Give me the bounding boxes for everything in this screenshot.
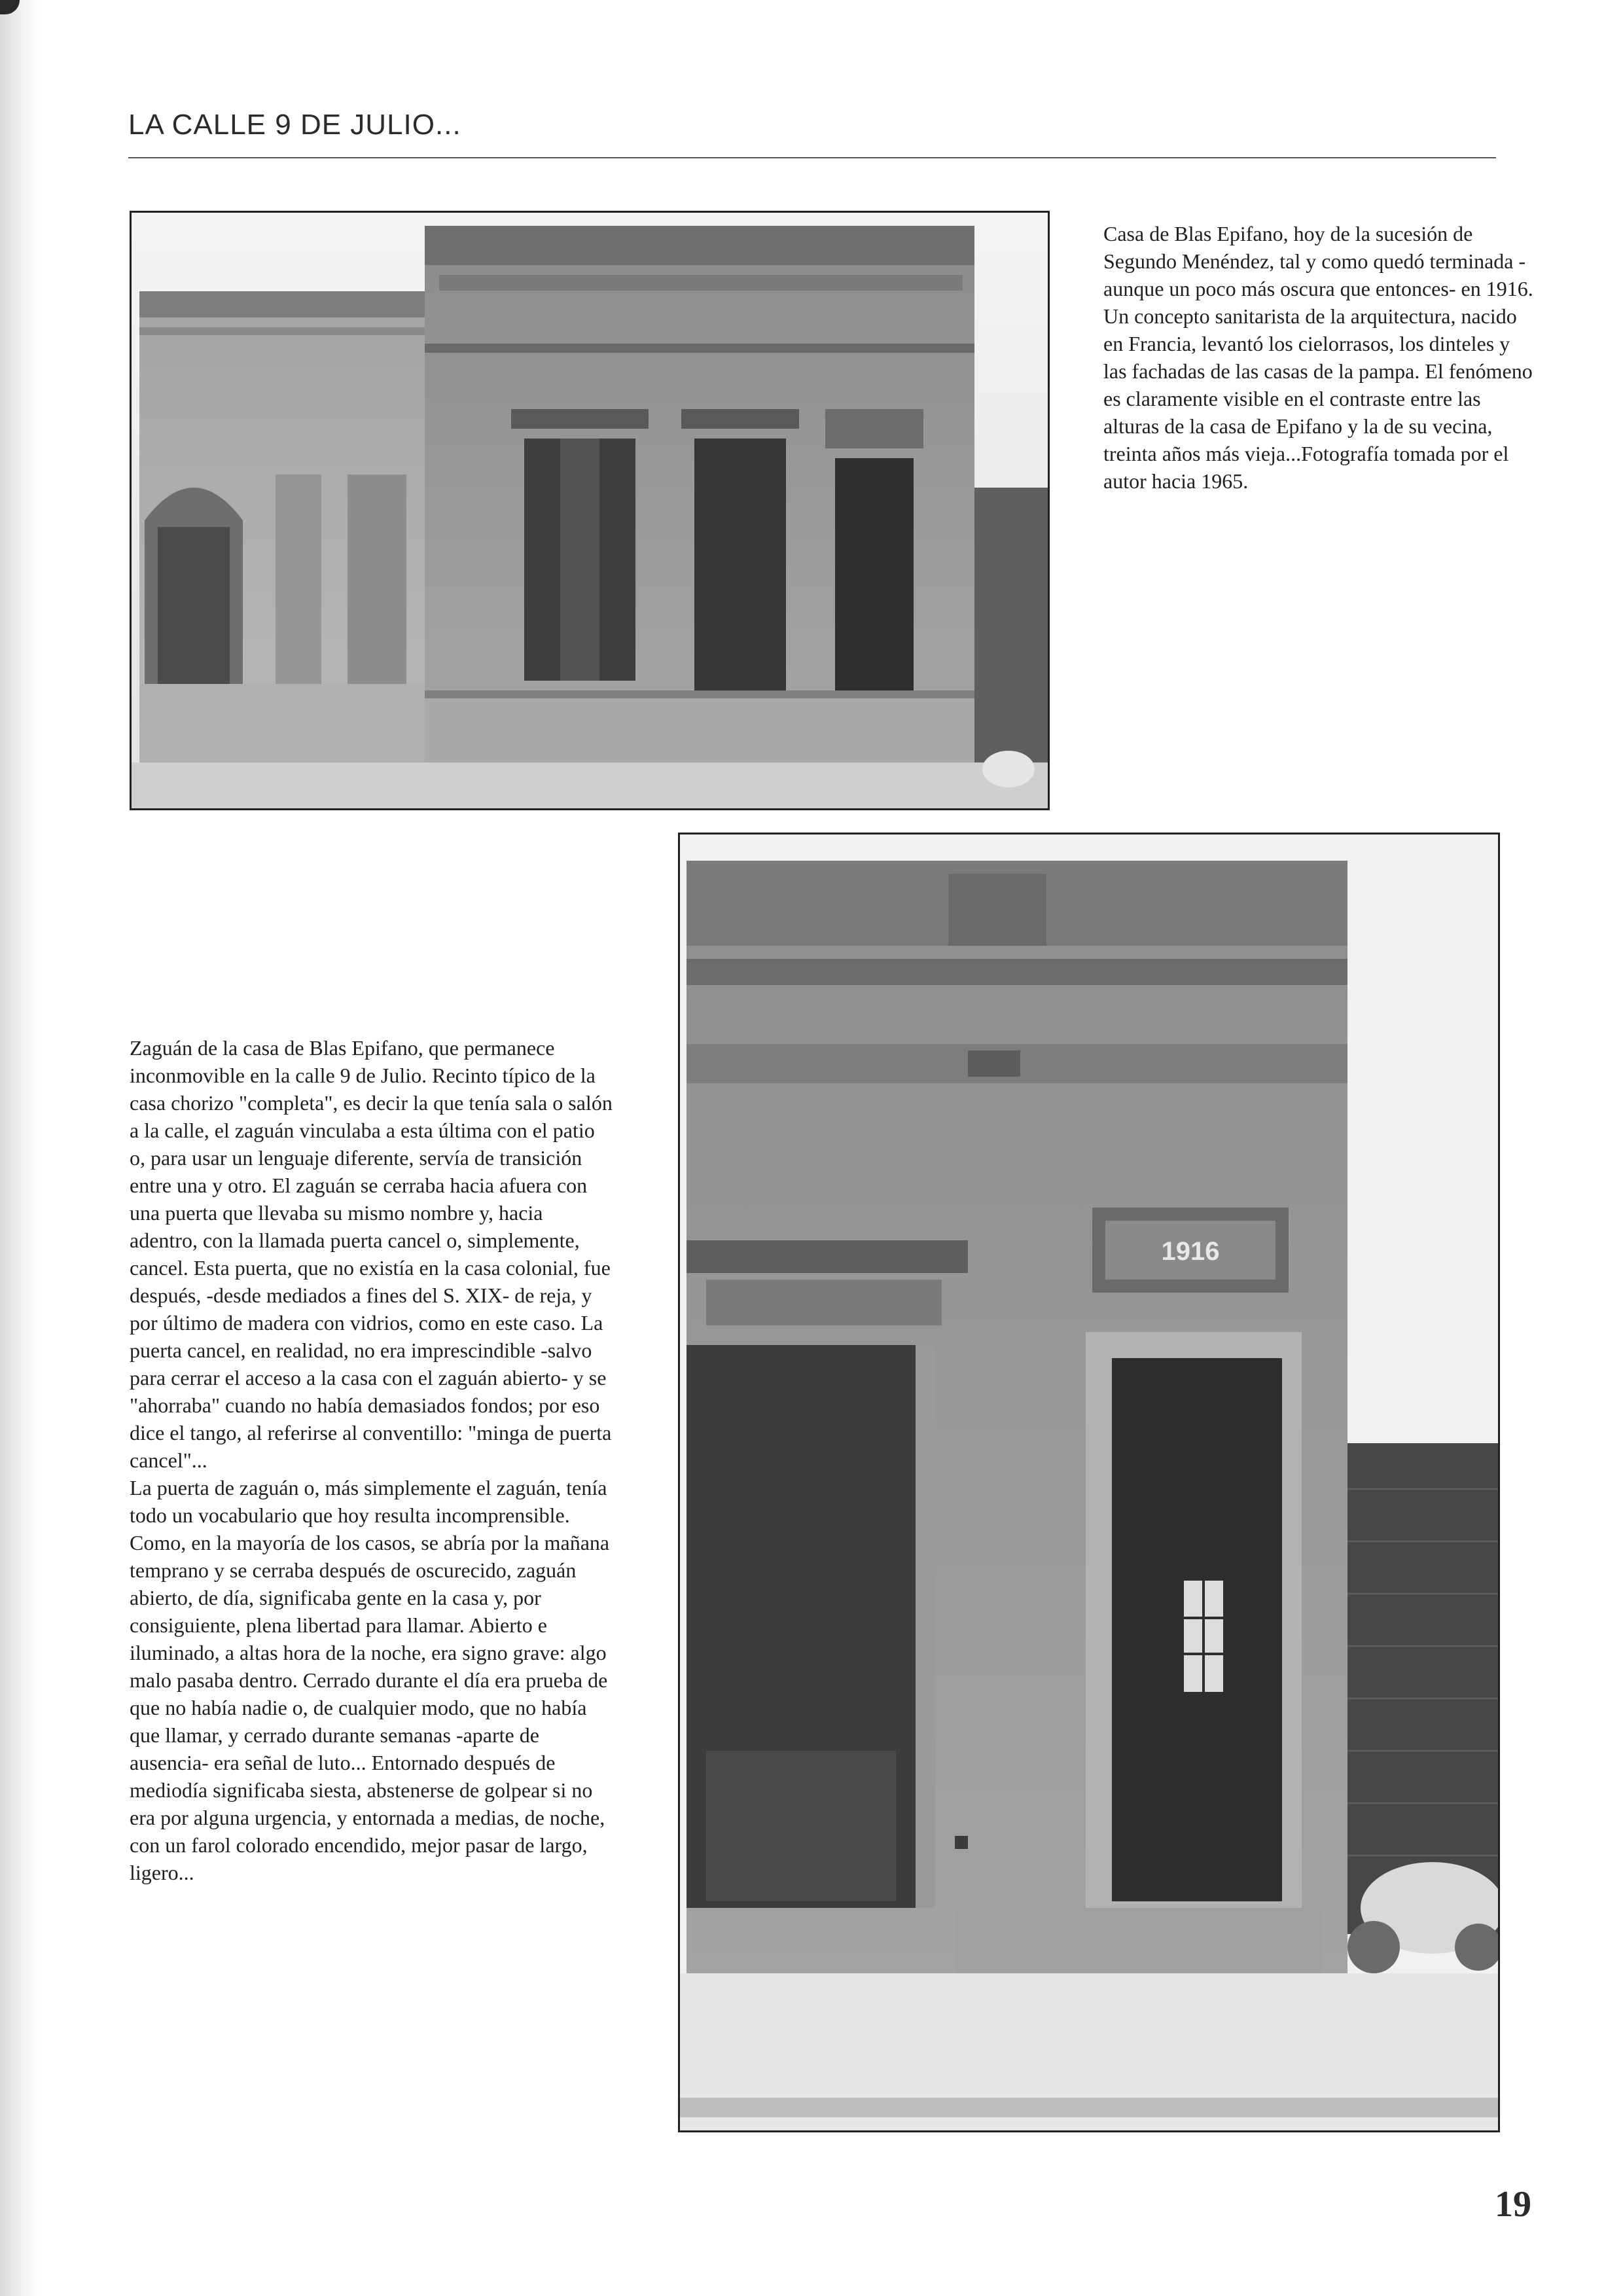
zaguan-photo: [678, 833, 1500, 2132]
caption-text: Casa de Blas Epifano, hoy de la sucesión de Segundo Menéndez, tal y como quedó terminada -aunque un poco más oscura que entonces- en 1916. Un concepto sanitarista de la arquitectura, nacido en Francia, levantó los cielorrasos, los dinteles y las fachadas de las casas de la pampa. El fenómeno es claramente visible en el contraste entre las alturas de la casa de Epifano y la de su vecina, treinta años más vieja...Fotografía tomada por el autor hacia 1965.: [1103, 222, 1533, 493]
caption-paragraph-2: La puerta de zaguán o, más simplemente el zaguán, tenía todo un vocabulario que hoy resulta incomprensible. Como, en la mayoría de los casos, se abría por la mañana temprano y se cerraba después de oscurecido, zaguán abierto, de día, significaba gente en la casa y, por consiguiente, plena libertad para llamar. Abierto e iluminado, a altas hora de la noche, era signo grave: algo malo pasaba dentro. Cerrado durante el día era prueba de que no había nadie o, de cualquier modo, que no había que llamar, y cerrado durante semanas -aparte de ausencia- era señal de luto... Entornado después de mediodía significaba siesta, abstenerse de golpear si no era por alguna urgencia, y entornada a medias, de noche, con un farol colorado encendido, mejor pasar de largo, ligero...: [130, 1476, 610, 1884]
page-number: 19: [1495, 2184, 1531, 2225]
scan-edge-shadow: [0, 0, 39, 2296]
caption-paragraph-1: Zaguán de la casa de Blas Epifano, que permanece inconmovible en la calle 9 de Julio. Recinto típico de la casa chorizo "completa", es decir la que tenía sala o salón a la calle, el zaguán vinculaba a esta última con el patio o, para usar un lenguaje diferente, servía de transición entre una y otro. El zaguán se cerraba hacia afuera con una puerta que llevaba su mismo nombre y, hacia adentro, con la llamada puerta cancel o, simplemente, cancel. Esta puerta, que no existía en la casa colonial, fue después, -desde mediados a fines del S. XIX- de reja, y por último de madera con vidrios, como en este caso. La puerta cancel, en realidad, no era imprescindible -salvo para cerrar el acceso a la casa con el zaguán abierto- y se "ahorraba" cuando no había demasiados fondos; por eso dice el tango, al referirse al conventillo: "minga de puerta cancel"...: [130, 1036, 613, 1472]
running-header: LA CALLE 9 DE JULIO...: [128, 109, 461, 141]
facade-photo: [130, 211, 1050, 810]
house-facade-photo-icon: [132, 213, 1048, 808]
header-rule: [128, 157, 1496, 158]
zaguan-door-photo-icon: [680, 834, 1498, 2130]
zaguan-photo-caption: [130, 1034, 614, 1886]
facade-photo-caption: [1103, 220, 1535, 495]
plaque-year: 1916: [1161, 1237, 1220, 1266]
